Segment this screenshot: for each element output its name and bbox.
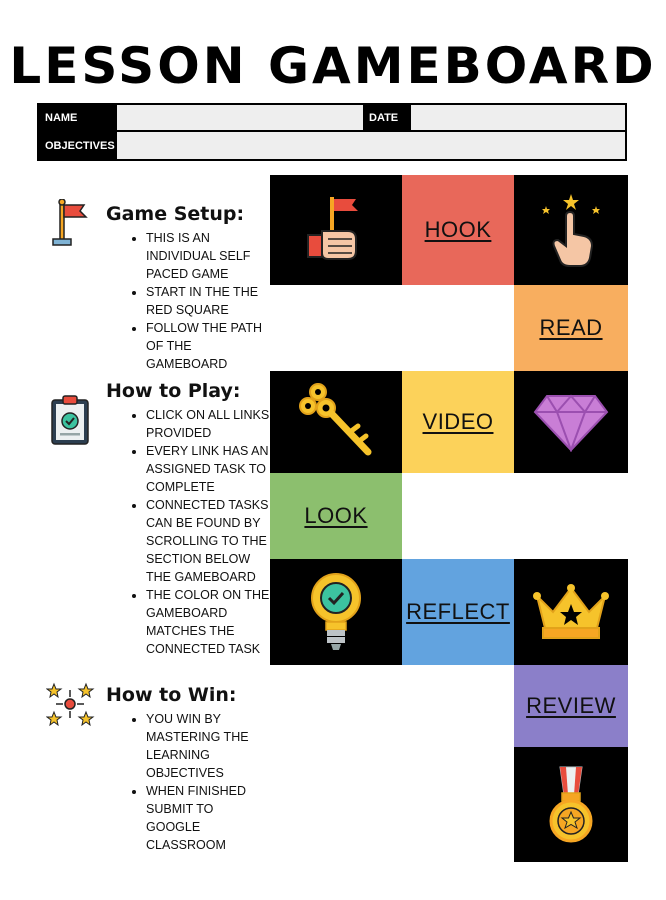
review-link[interactable]: REVIEW — [526, 693, 616, 718]
video-link[interactable]: VIDEO — [422, 409, 494, 434]
name-field[interactable] — [117, 105, 363, 130]
video-tile — [402, 371, 514, 473]
date-label: DATE — [363, 105, 411, 130]
medal-icon — [546, 765, 596, 845]
hook-tile — [402, 175, 514, 285]
lightbulb-check-icon — [309, 570, 363, 654]
objectives-label: OBJECTIVES — [39, 132, 117, 159]
diamond-icon — [533, 392, 609, 452]
list-item: • YOU WIN BY MASTERING THE LEARNING OBJECTIVES — [146, 710, 270, 782]
reflect-link[interactable]: REFLECT — [406, 599, 510, 624]
fireworks-icon — [46, 680, 96, 730]
read-link[interactable]: READ — [539, 315, 603, 340]
read-tile — [514, 285, 628, 371]
pointing-hand-icon — [536, 192, 606, 268]
look-tile — [270, 473, 402, 559]
how-to-play-section — [0, 380, 268, 670]
game-setup-title: Game Setup: — [106, 203, 245, 225]
how-to-play-title: How to Play: — [106, 380, 241, 402]
hook-link[interactable]: HOOK — [424, 217, 492, 242]
list-item: • THE COLOR ON THE GAMEBOARD MATCHES THE CONNECTED TASK — [146, 586, 270, 658]
how-to-win-list — [126, 710, 270, 854]
how-to-win-title: How to Win: — [106, 684, 237, 706]
name-date-row — [37, 103, 627, 132]
board-black-tile — [270, 175, 402, 285]
objectives-row — [37, 132, 627, 161]
fist-flag-icon — [304, 193, 368, 267]
board-black-tile — [514, 559, 628, 665]
list-item: • FOLLOW THE PATH OF THE GAMEBOARD — [146, 319, 270, 373]
board-black-tile — [514, 747, 628, 862]
list-item: • EVERY LINK HAS AN ASSIGNED TASK TO COMPLETE — [146, 442, 270, 496]
review-tile — [514, 665, 628, 747]
name-label: NAME — [39, 105, 117, 130]
crown-icon — [531, 582, 611, 642]
date-field[interactable] — [411, 105, 625, 130]
board-black-tile — [270, 371, 402, 473]
student-info-form — [37, 103, 627, 161]
list-item: • THIS IS AN INDIVIDUAL SELF PACED GAME — [146, 229, 270, 283]
game-setup-list — [126, 229, 270, 373]
game-setup-section — [0, 203, 268, 371]
list-item: • CLICK ON ALL LINKS PROVIDED — [146, 406, 270, 442]
list-item: • WHEN FINISHED SUBMIT TO GOOGLE CLASSROOM — [146, 782, 270, 854]
how-to-play-list — [126, 406, 270, 658]
objectives-field[interactable] — [117, 132, 625, 159]
board-black-tile — [514, 175, 628, 285]
list-item: • CONNECTED TASKS CAN BE FOUND BY SCROLLING TO THE SECTION BELOW THE GAMEBOARD — [146, 496, 270, 586]
look-link[interactable]: LOOK — [304, 503, 368, 528]
reflect-tile — [402, 559, 514, 665]
clipboard-check-icon — [46, 394, 96, 444]
page-title: LESSON GAMEBOARD — [9, 37, 657, 95]
board-black-tile — [270, 559, 402, 665]
board-black-tile — [514, 371, 628, 473]
list-item: • START IN THE THE RED SQUARE — [146, 283, 270, 319]
flag-icon — [46, 199, 96, 249]
how-to-win-section — [0, 684, 268, 852]
key-icon — [298, 382, 374, 462]
